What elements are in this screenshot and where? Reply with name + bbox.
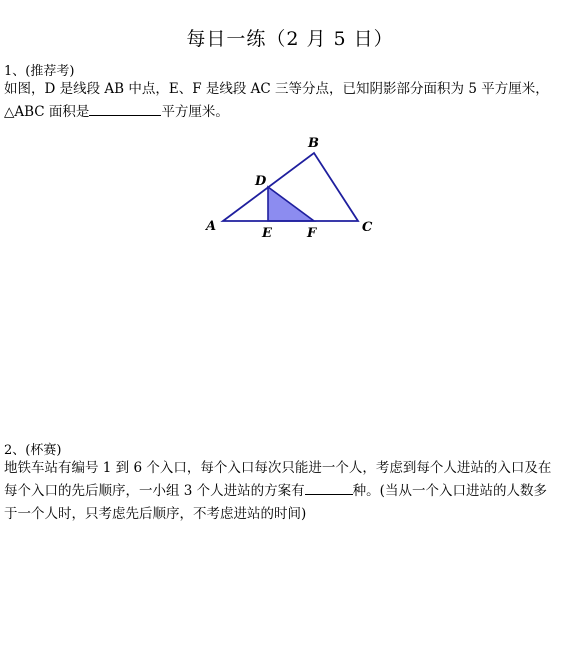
question-2-line-2: [4, 480, 578, 503]
point-label-a: A: [206, 219, 217, 234]
question-2-text: [4, 457, 578, 526]
answer-blank-1[interactable]: [89, 101, 161, 116]
question-2-label: 2、(杯赛): [4, 443, 62, 458]
point-label-f: F: [307, 226, 317, 241]
question-2-line-2-prefix: 每个入口的先后顺序，一小组 3 个人进站的方案有: [4, 483, 305, 499]
question-1-line-2: [4, 101, 578, 124]
question-2-line-3: 于一个人时，只考虑先后顺序，不考虑进站的时间): [4, 506, 307, 522]
question-1-label: 1、(推荐考): [4, 64, 75, 79]
shaded-triangle-def: [268, 187, 314, 221]
point-label-e: E: [262, 226, 272, 241]
point-label-b: B: [308, 136, 319, 151]
question-2-line-2-suffix: 种。(当从一个入口进站的人数多: [352, 483, 547, 499]
answer-blank-2[interactable]: [305, 480, 353, 495]
question-1-line-2-prefix: △ABC 面积是: [4, 104, 90, 120]
question-1-line-2-suffix: 平方厘米。: [161, 104, 229, 120]
point-label-d: D: [255, 174, 267, 189]
question-1-line-1: 如图，D 是线段 AB 中点，E、F 是线段 AC 三等分点，已知阴影部分面积为 5 平方厘米，: [4, 81, 549, 97]
point-label-c: C: [362, 220, 373, 235]
triangle-figure: [200, 130, 390, 242]
page-title: 每日一练（2 月 5 日）: [186, 28, 394, 50]
question-1-text: [4, 78, 578, 124]
question-2-line-1: 地铁车站有编号 1 到 6 个入口，每个入口每次只能进一个人，考虑到每个人进站的入口及在: [4, 460, 552, 476]
